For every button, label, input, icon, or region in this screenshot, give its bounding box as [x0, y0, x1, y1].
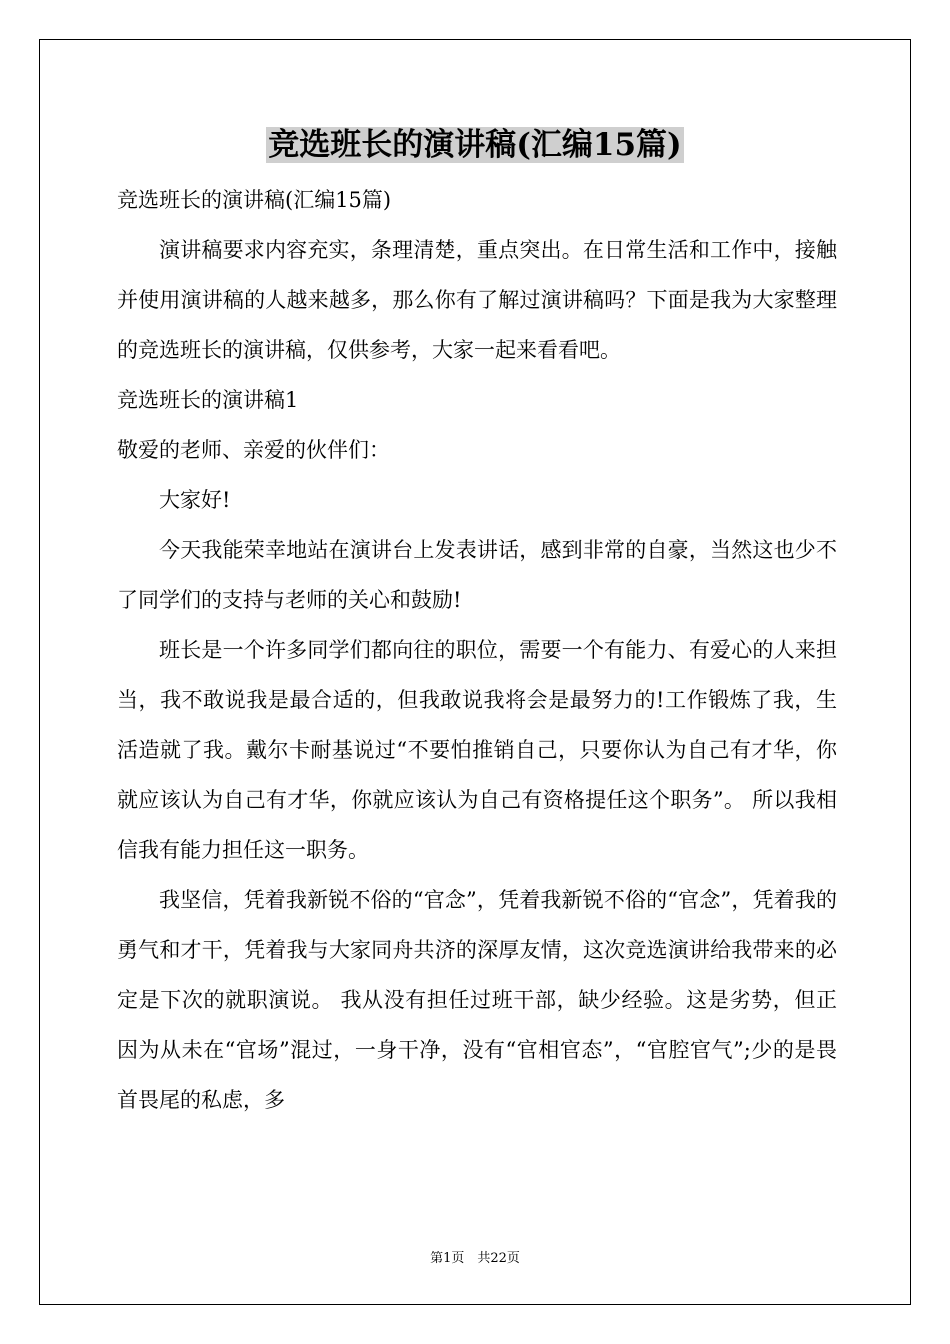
paragraph: 演讲稿要求内容充实，条理清楚，重点突出。在日常生活和工作中，接触并使用演讲稿的人越来越多，那么你有了解过演讲稿吗？下面是我为大家整理的竞选班长的演讲稿，仅供参考，大家一起来看看吧。: [117, 238, 837, 362]
paragraph: 敬爱的老师、亲爱的伙伴们：: [117, 438, 390, 462]
paragraph: 我坚信，凭着我新锐不俗的“官念”，凭着我新锐不俗的“官念”，凭着我的勇气和才干，凭着我与大家同舟共济的深厚友情，这次竞选演讲给我带来的必定是下次的就职演说。 我从没有担任过班干部，缺少经验。这是劣势，但正因为从未在“官场”混过，一身干净，没有“官相官态”，“官腔官气”;少的是畏首畏尾的私虑，多: [117, 888, 837, 1112]
paragraph: 大家好!: [159, 488, 231, 512]
paragraph: 班长是一个许多同学们都向往的职位，需要一个有能力、有爱心的人来担当，我不敢说我是最合适的，但我敢说我将会是最努力的!工作锻炼了我，生活造就了我。戴尔卡耐基说过“不要怕推销自己，只要你认为自己有才华，你就应该认为自己有才华，你就应该认为自己有资格提任这个职务”。 所以我相信我有能力担任这一职务。: [117, 638, 837, 862]
document-body: [117, 175, 837, 1125]
page-footer: 第1页 共22页: [430, 1251, 520, 1266]
paragraph: 竞选班长的演讲稿(汇编15篇): [117, 188, 392, 212]
paragraph: 今天我能荣幸地站在演讲台上发表讲话，感到非常的自豪，当然这也少不了同学们的支持与老师的关心和鼓励!: [117, 538, 837, 612]
document-title-text: 竞选班长的演讲稿(汇编15篇): [268, 127, 682, 163]
paragraph: 竞选班长的演讲稿1: [117, 388, 299, 412]
document-title: [0, 124, 950, 166]
